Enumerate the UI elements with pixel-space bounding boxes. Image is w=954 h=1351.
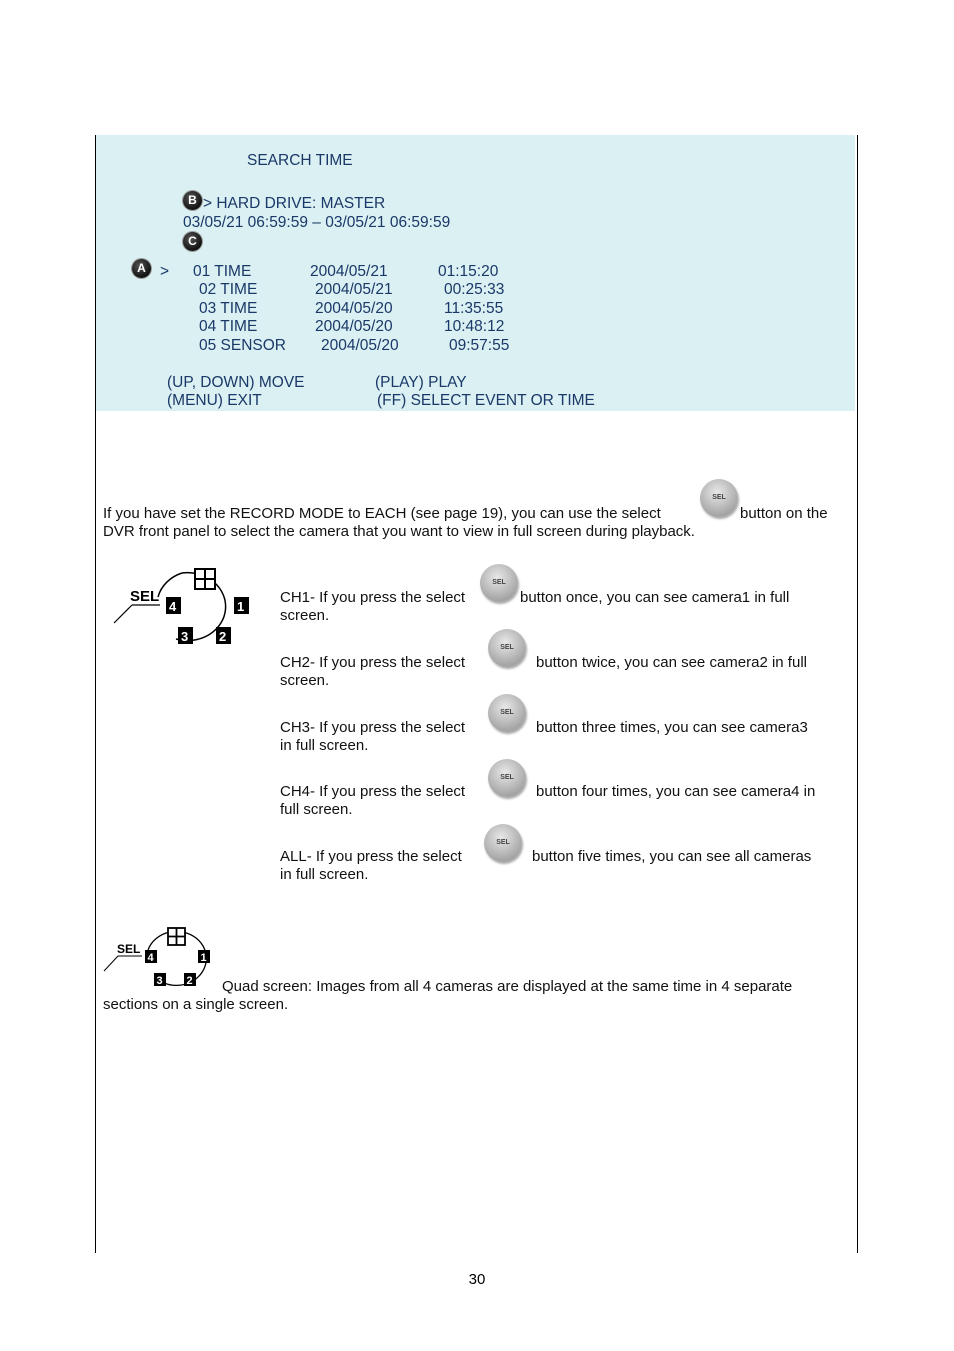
quad-paragraph (103, 978, 843, 1014)
entry-date: 2004/05/20 (321, 337, 399, 354)
help-move: (UP, DOWN) MOVE (167, 374, 305, 391)
channel-cycle-diagram (110, 565, 260, 647)
entry-label[interactable]: 05 SENSOR (199, 337, 287, 354)
select-button-icon: SEL (484, 824, 522, 862)
entry-time: 00:25:33 (444, 281, 505, 298)
svg-text:2: 2 (219, 629, 227, 644)
intro-line1-pre: If you have set the RECORD MODE to EACH (see page 19), you can use the select (103, 505, 661, 522)
select-button-icon: SEL (488, 694, 526, 732)
help-ff: (FF) SELECT EVENT OR TIME (377, 392, 595, 409)
osd-cursor: > (160, 263, 170, 280)
channel-item-ch2: CH2- If you press the select button twice, you can see camera2 in full screen. (280, 654, 807, 689)
osd-title: SEARCH TIME (247, 152, 353, 169)
svg-text:3: 3 (156, 975, 163, 987)
osd-hard-drive: > HARD DRIVE: MASTER (203, 195, 386, 212)
help-play: (PLAY) PLAY (375, 374, 467, 391)
entry-time: 11:35:55 (444, 300, 504, 317)
entry-date: 2004/05/20 (315, 300, 393, 317)
entry-time: 01:15:20 (438, 263, 499, 280)
channel-item-all: ALL- If you press the select button five times, you can see all cameras in full screen. (280, 848, 812, 883)
select-button-icon: SEL (480, 564, 518, 602)
svg-text:4: 4 (147, 952, 154, 964)
diagram-sel-label: SEL (117, 942, 141, 956)
svg-text:1: 1 (200, 952, 207, 964)
marker-c-icon: C (183, 232, 202, 251)
channel-item-ch3: CH3- If you press the select button three times, you can see camera3 in full screen. (280, 719, 808, 754)
intro-line1-post: button on the (740, 505, 828, 522)
marker-b-icon: B (183, 191, 202, 210)
entry-label[interactable]: 01 TIME (193, 263, 252, 280)
diagram-sel-label: SEL (130, 588, 160, 605)
entry-label[interactable]: 02 TIME (199, 281, 258, 298)
cycle-arc (158, 573, 182, 597)
quad-line2: sections on a single screen. (103, 996, 289, 1013)
entry-label[interactable]: 04 TIME (199, 318, 258, 335)
svg-text:3: 3 (181, 629, 189, 644)
osd-range: 03/05/21 06:59:59 – 03/05/21 06:59:59 (183, 214, 451, 231)
help-exit: (MENU) EXIT (167, 392, 262, 409)
entry-date: 2004/05/20 (315, 318, 393, 335)
select-button-icon: SEL (488, 629, 526, 667)
channel-item-ch4: CH4- If you press the select button four times, you can see camera4 in full screen. (280, 783, 816, 818)
entry-date: 2004/05/21 (315, 281, 393, 298)
entry-time: 10:48:12 (444, 318, 505, 335)
select-button-icon: SEL (488, 759, 526, 797)
svg-text:4: 4 (169, 599, 177, 614)
intro-line2: DVR front panel to select the camera that you want to view in full screen during playback. (103, 523, 695, 540)
marker-a-icon: A (132, 259, 151, 278)
svg-text:1: 1 (237, 599, 245, 614)
channel-item-ch1: CH1- If you press the select button once, you can see camera1 in full screen. (280, 589, 790, 624)
entry-label[interactable]: 03 TIME (199, 300, 258, 317)
svg-text:2: 2 (186, 975, 193, 987)
search-time-screen (96, 135, 855, 411)
entry-date: 2004/05/21 (310, 263, 388, 280)
select-button-icon: SEL (700, 479, 738, 517)
entry-time: 09:57:55 (449, 337, 510, 354)
page-number: 30 (468, 1271, 486, 1288)
quad-line1: Quad screen: Images from all 4 cameras are displayed at the same time in 4 separate (222, 978, 793, 995)
